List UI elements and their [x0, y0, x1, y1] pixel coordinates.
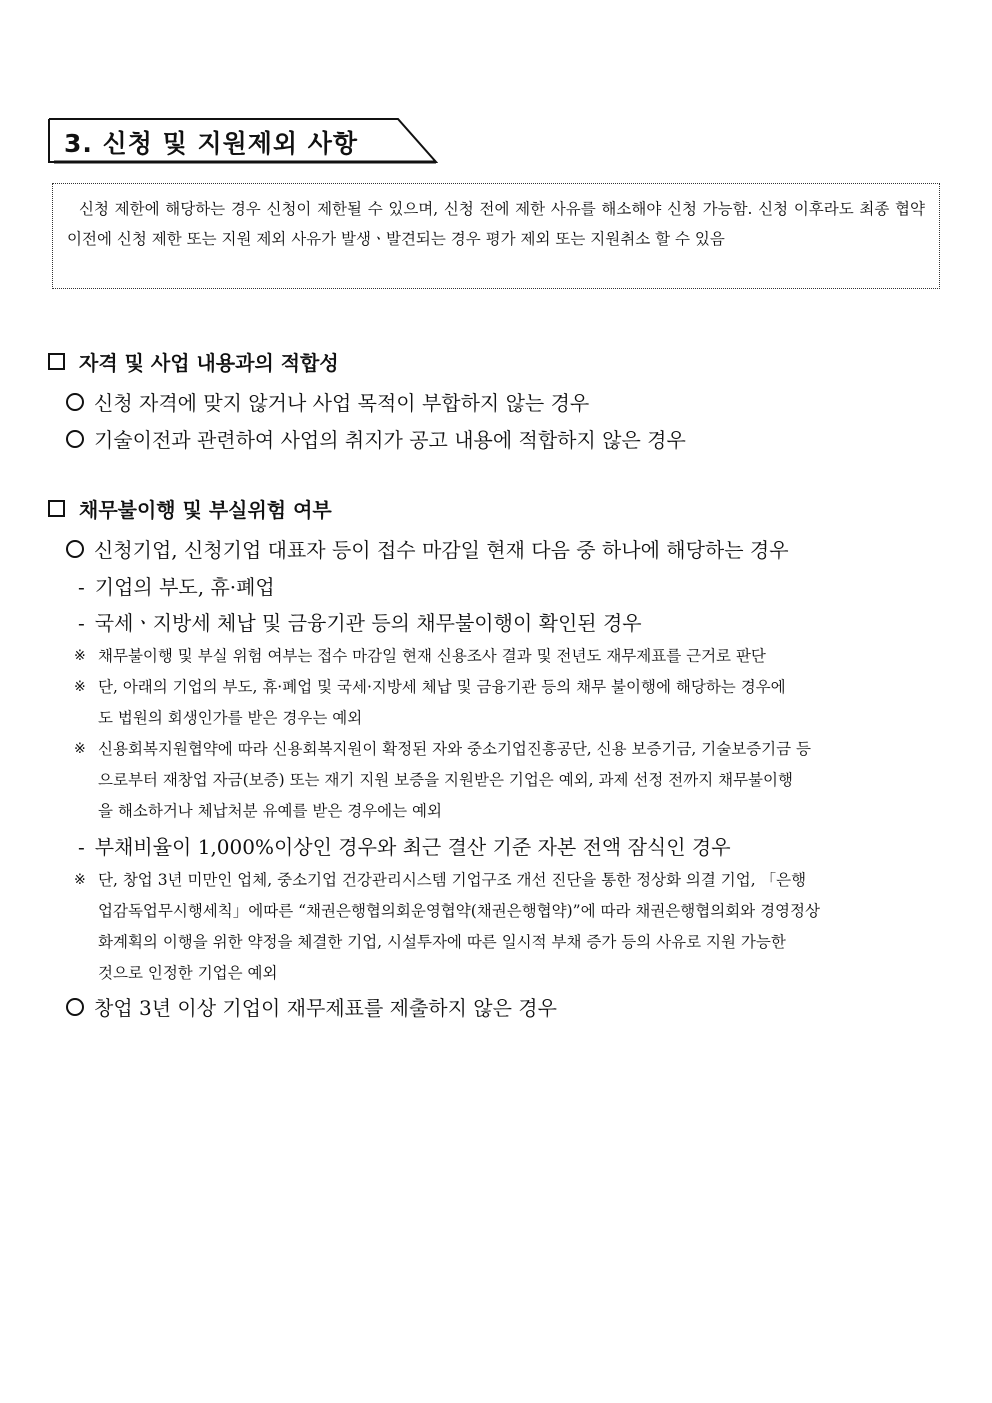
dash-bullet: -	[78, 575, 85, 599]
note	[74, 865, 946, 989]
note-text-line: 화계획의 이행을 위한 약정을 체결한 기업, 시설투자에 따른 일시적 부채 증가 등의 사유로 지원 가능한	[98, 933, 786, 951]
sub-item-text: 국세ㆍ지방세 체납 및 금융기관 등의 채무불이행이 확인된 경우	[94, 611, 642, 635]
note-mark-icon: ※	[74, 648, 86, 664]
note-mark-icon: ※	[74, 679, 86, 695]
note-text-line: 도 법원의 회생인가를 받은 경우는 예외	[98, 709, 363, 727]
heading-default-risk	[48, 494, 332, 523]
note-text: 채무불이행 및 부실 위험 여부는 접수 마감일 현재 신용조사 결과 및 전년도 재무제표를 근거로 판단	[98, 647, 766, 665]
note	[74, 641, 946, 672]
note-mark-icon: ※	[74, 741, 86, 757]
list-item	[66, 534, 789, 563]
note-text-line: 단, 아래의 기업의 부도, 휴·폐업 및 국세·지방세 체납 및 금융기관 등의 채무 불이행에 해당하는 경우에	[98, 678, 786, 696]
sub-item-text: 기업의 부도, 휴·폐업	[94, 575, 275, 599]
note-text-line: 단, 창업 3년 미만인 업체, 중소기업 건강관리시스템 기업구조 개선 진단을 통한 정상화 의결 기업, 「은행	[98, 871, 807, 889]
checkbox-icon	[48, 500, 65, 517]
notice-box	[52, 183, 940, 289]
list-item	[66, 387, 589, 416]
heading-eligibility	[48, 347, 339, 376]
checkbox-icon	[48, 353, 65, 370]
note	[74, 734, 946, 827]
circle-bullet-icon	[66, 430, 84, 448]
note-text-line: 업감독업무시행세칙」에따른 “채권은행협의회운영협약(채권은행협약)”에 따라 채권은행협의회와 경영정상	[98, 902, 820, 920]
section-title-box	[48, 118, 438, 164]
note-mark-icon: ※	[74, 872, 86, 888]
section-title: 3. 신청 및 지원제외 사항	[64, 129, 359, 158]
circle-bullet-icon	[66, 998, 84, 1016]
sub-item	[78, 831, 731, 860]
note	[74, 672, 946, 734]
note-text-line: 으로부터 재창업 자금(보증) 또는 재기 지원 보증을 지원받은 기업은 예외, 과제 선정 전까지 채무불이행	[98, 771, 793, 789]
note-text-line: 것으로 인정한 기업은 예외	[98, 964, 278, 982]
dash-bullet: -	[78, 611, 85, 635]
dash-bullet: -	[78, 835, 85, 859]
circle-bullet-icon	[66, 393, 84, 411]
list-item	[66, 992, 557, 1021]
circle-bullet-icon	[66, 540, 84, 558]
note-text-line: 을 해소하거나 체납처분 유예를 받은 경우에는 예외	[98, 802, 442, 820]
notice-text: 신청 제한에 해당하는 경우 신청이 제한될 수 있으며, 신청 전에 제한 사유를 해소해야 신청 가능함. 신청 이후라도 최종 협약 이전에 신청 제한 또는 지원 제외 사유가 발생ㆍ발견되는 경우 평가 제외 또는 지원취소 할 수 있음	[67, 200, 925, 248]
list-item-text: 창업 3년 이상 기업이 재무제표를 제출하지 않은 경우	[94, 996, 557, 1020]
list-item	[66, 424, 686, 453]
sub-item-text: 부채비율이 1,000%이상인 경우와 최근 결산 기준 자본 전액 잠식인 경우	[94, 835, 731, 859]
heading-default-risk-label: 채무불이행 및 부실위험 여부	[79, 498, 332, 522]
note-text-line: 신용회복지원협약에 따라 신용회복지원이 확정된 자와 중소기업진흥공단, 신용 보증기금, 기술보증기금 등	[98, 740, 812, 758]
list-item-text: 신청기업, 신청기업 대표자 등이 접수 마감일 현재 다음 중 하나에 해당하는 경우	[94, 538, 789, 562]
list-item-text: 신청 자격에 맞지 않거나 사업 목적이 부합하지 않는 경우	[94, 391, 590, 415]
sub-item	[78, 571, 275, 600]
heading-eligibility-label: 자격 및 사업 내용과의 적합성	[79, 351, 339, 375]
list-item-text: 기술이전과 관련하여 사업의 취지가 공고 내용에 적합하지 않은 경우	[94, 428, 686, 452]
sub-item	[78, 607, 642, 636]
